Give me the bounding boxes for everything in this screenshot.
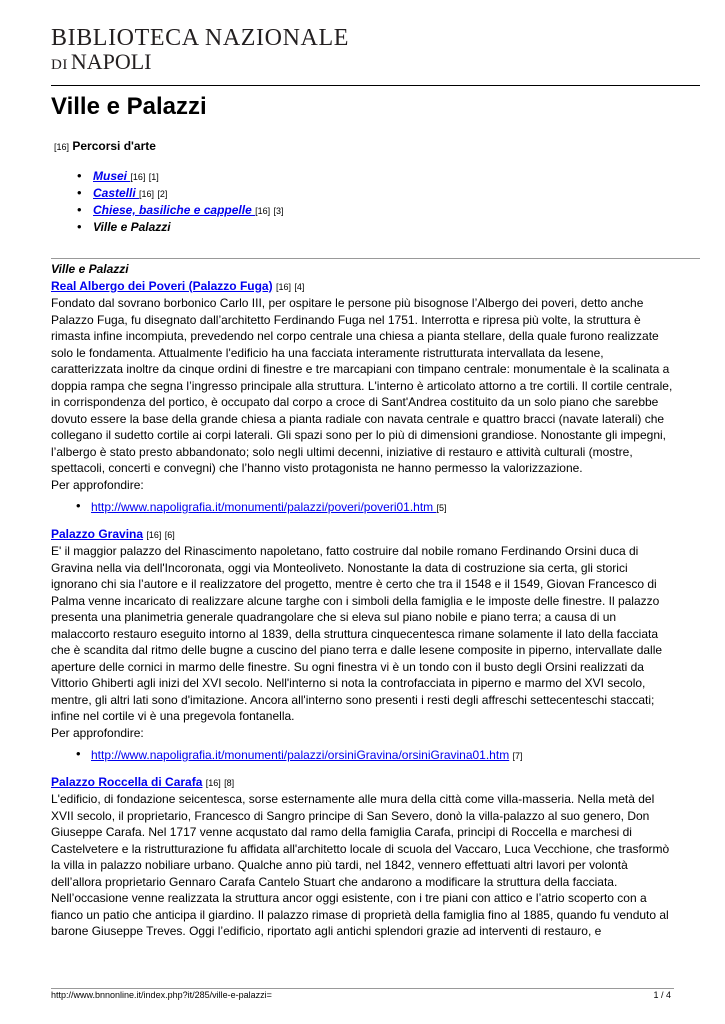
more-links bbox=[51, 499, 675, 517]
logo-line1: BIBLIOTECA NAZIONALE bbox=[51, 25, 349, 51]
entry-title-link[interactable]: Palazzo Roccella di Carafa bbox=[51, 774, 203, 789]
nav-current-item: Ville e Palazzi bbox=[93, 220, 171, 234]
logo-line2-prefix: DI bbox=[51, 57, 68, 73]
more-label: Per approfondire: bbox=[51, 477, 144, 492]
entry-albergo-poveri bbox=[51, 278, 675, 517]
external-link[interactable]: http://www.napoligrafia.it/monumenti/palazzi/poveri/poveri01.htm bbox=[91, 500, 437, 514]
entry-title-link[interactable]: Real Albergo dei Poveri (Palazzo Fuga) bbox=[51, 278, 273, 293]
entry-ref: [16] bbox=[275, 281, 291, 292]
external-link[interactable]: http://www.napoligrafia.it/monumenti/palazzi/orsiniGravina/orsiniGravina01.htm bbox=[91, 748, 510, 762]
category-nav-list bbox=[75, 168, 283, 235]
page-title: Ville e Palazzi bbox=[51, 93, 207, 120]
nav-link-castelli[interactable]: Castelli bbox=[93, 186, 140, 200]
more-label: Per approfondire: bbox=[51, 725, 144, 740]
logo-line2 bbox=[51, 51, 349, 76]
header-divider bbox=[51, 85, 700, 86]
main-content bbox=[51, 261, 675, 940]
nav-item-ville-palazzi bbox=[75, 219, 283, 235]
nav-ref: [16] bbox=[130, 172, 146, 182]
entry-heading bbox=[51, 774, 675, 792]
nav-link-chiese[interactable]: Chiese, basiliche e cappelle bbox=[93, 203, 256, 217]
nav-item-musei bbox=[75, 168, 283, 185]
entry-body: E' il maggior palazzo del Rinascimento napoletano, fatto costruire dal nobile romano Ferdinando Orsini duca di Gravina nella via dell'Incoronata, oggi via Monteoliveto. Nonostante la data di costruzione sia certa, gli storici ignorano chi sia l’autore e il realizzatore del progetto, mentre è certo che tra il 1548 e il 1549, Giovan Francesco di Palma venne incaricato di realizzare alcune targhe con i simboli della famiglia e le imposte delle finestre. Il palazzo presenta una planimetria generale quadrangolare che si eleva sul piano nobile e piano terra; a causa di un malaccorto restauro eseguito intorno al 1839, della struttura cinquecentesca rimane solamente il lato della facciata che è scandita dal ritmo delle bugne a cuscino del piano terra e dalle lesene composite in piperno, intervallate dalle aperture delle cornici in marmo delle finestre. Su ogni finestra vi è un tondo con il busto degli Orsini realizzati da Vittorio Ghiberti agli inizi del XVI secolo. Nell'interno si nota la controfacciata in piperno e marmo del XVI secolo, mentre, gli altri lati sono d'imitazione. Ancora all'interno sono presenti i resti degli affreschi settecenteschi staccati; infine nel cortile vi è una pregevola fontanella. bbox=[51, 544, 663, 723]
entry-palazzo-roccella bbox=[51, 774, 675, 940]
entry-ref: [16] bbox=[205, 777, 221, 788]
nav-ref: [1] bbox=[148, 172, 159, 182]
nav-ref: [3] bbox=[273, 206, 284, 216]
entry-body: L'edificio, di fondazione seicentesca, sorse esternamente alle mura della città come villa-masseria. Nella metà del XVII secolo, il proprietario, Francesco di Sangro principe di San Severo, donò la villa-palazzo al suo genero, Don Giuseppe Carafa. Nel 1717 venne acqustato dal ramo della famiglia Carafa, principi di Roccella e marchesi di Castelvetere e la ristrutturazione fu affidata all'architetto locale di scuola del Vaccaro, Luca Vecchione, che trasformò la villa in palazzo nobiliare urbano. Qualche anno più tardi, nel 1842, vennero effettuati altri lavori per volontà dell’allora proprietario Gennaro Carafa Cantelo Stuart che andarono a modificare la struttura della facciata. Nell’occasione venne realizzata la struttura ancor oggi esistente, con i tre piani con attico e l’atrio scoperto con a fianco un patio che anticipa il giardino. Il palazzo rimase di proprietà della famiglia fino al 1885, quando fu venduto al barone Giuseppe Treves. Oggi l’edificio, riportato agli antichi splendori grazie ad interventi di restauro, e bbox=[51, 792, 670, 938]
link-ref: [7] bbox=[512, 751, 523, 761]
entry-heading bbox=[51, 278, 675, 296]
entry-ref: [16] bbox=[146, 529, 162, 540]
library-logo bbox=[51, 26, 349, 76]
nav-ref: [2] bbox=[157, 189, 168, 199]
footer-url: http://www.bnnonline.it/index.php?it/285/ville-e-palazzi= bbox=[51, 990, 272, 1000]
entry-body: Fondato dal sovrano borbonico Carlo III, per ospitare le persone più bisognose l’Albergo dei poveri, detto anche Palazzo Fuga, fu disegnato dall’architetto Ferdinando Fuga nel 1751. Interrotta e ripresa più volte, la struttura è rimasta infine incompiuta, prevedendo nel corpo centrale una chiesa a pianta stellare, della quale furono realizzate solo le fondamenta. Attualmente l'edificio ha una facciata interamente ristrutturata intervallata da lesene, caratterizzata inoltre da cinque ordini di finestre e tre marcapiani con timpano centrale: monumentale è la scalinata a doppia rampa che segna l’ingresso principale alla struttura. L'interno è articolato attorno a tre cortili. Il cortile centrale, in corrispondenza del portico, è occupato dal corpo a croce di Sant'Andrea costituito da un solo piano che sarebbe dovuto essere la base della grande chiesa a pianta radiale con navata centrale e quattro bracci (navate laterali) che collegano il sudetto cortile ai corpi laterali. Gli spazi sono per lo più di dimensioni grandiose. Nonostante gli impegni, l’albergo è stato presto abbandonato; solo negli ultimi decenni, iniziative di restauro e attività culturali (mostre, spettacoli, concerti e convegni) che l’hanno visto protagonista ne hanno permesso la valorizzazione. bbox=[51, 296, 673, 475]
category-ref: [16] bbox=[54, 142, 70, 152]
logo-line2-name: NAPOLI bbox=[70, 49, 152, 74]
nav-item-castelli bbox=[75, 185, 283, 202]
entry-heading bbox=[51, 526, 675, 544]
link-ref: [5] bbox=[436, 503, 447, 513]
more-link-item bbox=[51, 499, 675, 517]
section-title: Ville e Palazzi bbox=[51, 262, 129, 276]
entry-ref: [8] bbox=[224, 777, 235, 788]
more-link-item bbox=[51, 747, 675, 765]
entry-palazzo-gravina bbox=[51, 526, 675, 765]
entry-ref: [6] bbox=[164, 529, 175, 540]
category-heading bbox=[54, 138, 156, 155]
nav-ref: [16] bbox=[255, 206, 271, 216]
nav-ref: [16] bbox=[139, 189, 155, 199]
entry-ref: [4] bbox=[294, 281, 305, 292]
nav-link-musei[interactable]: Musei bbox=[93, 169, 131, 183]
category-label: Percorsi d'arte bbox=[72, 139, 156, 153]
more-links bbox=[51, 747, 675, 765]
section-divider bbox=[51, 258, 700, 259]
entry-title-link[interactable]: Palazzo Gravina bbox=[51, 526, 144, 541]
page-number: 1 / 4 bbox=[653, 990, 671, 1000]
nav-item-chiese bbox=[75, 202, 283, 219]
